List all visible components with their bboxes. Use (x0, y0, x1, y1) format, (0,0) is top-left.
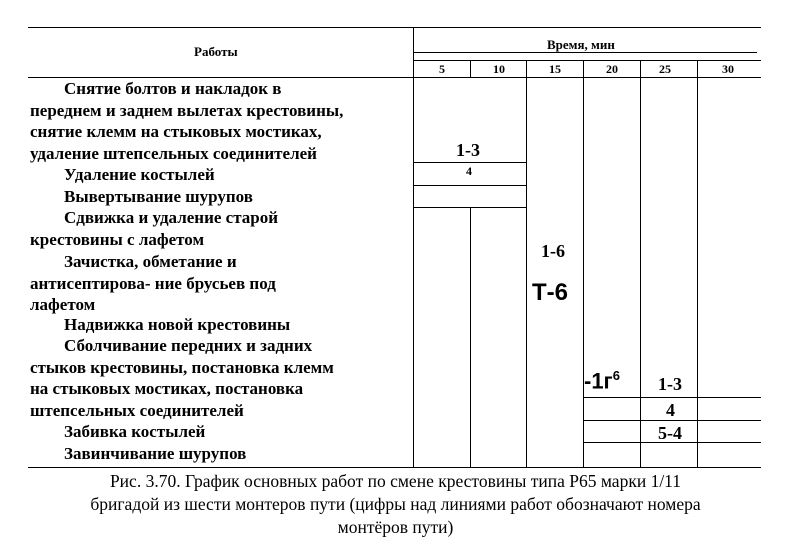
work-8-line-1: Забивка костылей (64, 422, 206, 441)
work-7-line-3: на стыковых мостиках, постановка (30, 379, 304, 398)
label-1g6-sup: 6 (612, 368, 620, 383)
time-tick-15: 15 (549, 62, 561, 76)
label-1g6 (584, 368, 620, 394)
work-7-line-1: Сболчивание передних и задних (64, 336, 313, 355)
caption-line-1: Рис. 3.70. График основных работ по смене крестовины типа Р65 марки 1/11 (109, 471, 682, 491)
work-3 (30, 186, 253, 208)
work-4-line-2: крестовины с лафетом (30, 229, 205, 249)
label-workers-1-3-final: 1-3 (658, 374, 682, 394)
work-1-line-4: удаление штепсельных соединителей (30, 143, 317, 163)
work-7 (30, 335, 334, 421)
time-tick-25: 25 (659, 62, 671, 76)
work-5-line-3: лафетом (30, 295, 96, 314)
caption-line-2: бригадой из шести монтеров пути (цифры над линиями работ обозначают номера (90, 494, 701, 514)
work-5-line-2: антисептирова- ние брусьев под (30, 273, 276, 293)
time-tick-20: 20 (606, 62, 618, 76)
time-tick-30: 30 (722, 62, 734, 76)
label-workers-1-6: 1-6 (541, 241, 565, 261)
label-workers-1-3: 1-3 (456, 140, 480, 160)
work-1-line-1: Снятие болтов и накладок в (64, 79, 282, 98)
work-1 (30, 78, 343, 164)
time-column-title: Время, мин (547, 37, 615, 52)
work-1-line-3: снятие клемм на стыковых мостиках, (30, 122, 322, 141)
work-4-line-1: Сдвижка и удаление старой (64, 208, 279, 227)
time-tick-5: 5 (439, 62, 445, 76)
label-workers-4-final: 4 (666, 400, 675, 420)
work-2-line-1: Удаление костылей (64, 165, 215, 184)
work-9-line-1: Завинчивание шурупов (64, 444, 247, 463)
caption-line-3: монтёров пути) (337, 517, 454, 537)
time-tick-10: 10 (493, 62, 505, 76)
figure-caption (0, 470, 791, 539)
work-1-line-2: переднем и заднем вылетах крестовины, (30, 100, 344, 120)
work-5-line-1: Зачистка, обметание и (64, 252, 237, 271)
work-3-line-1: Вывертывание шурупов (64, 187, 253, 206)
work-9 (30, 443, 246, 465)
work-5 (30, 251, 276, 316)
works-column-title: Работы (194, 44, 238, 59)
label-workers-5-4: 5-4 (658, 423, 682, 443)
work-7-line-4: штепсельных соединителей (30, 400, 244, 420)
work-8 (30, 421, 205, 443)
label-t-6: Т-6 (532, 279, 568, 306)
work-2 (30, 164, 215, 186)
work-4 (30, 207, 278, 250)
work-6-line-1: Надвижка новой крестовины (64, 315, 291, 334)
label-1g6-main: -1г (584, 368, 613, 394)
label-workers-4: 4 (466, 164, 472, 178)
work-7-line-2: стыков крестовины, постановка клемм (30, 357, 334, 377)
work-6 (30, 314, 290, 336)
